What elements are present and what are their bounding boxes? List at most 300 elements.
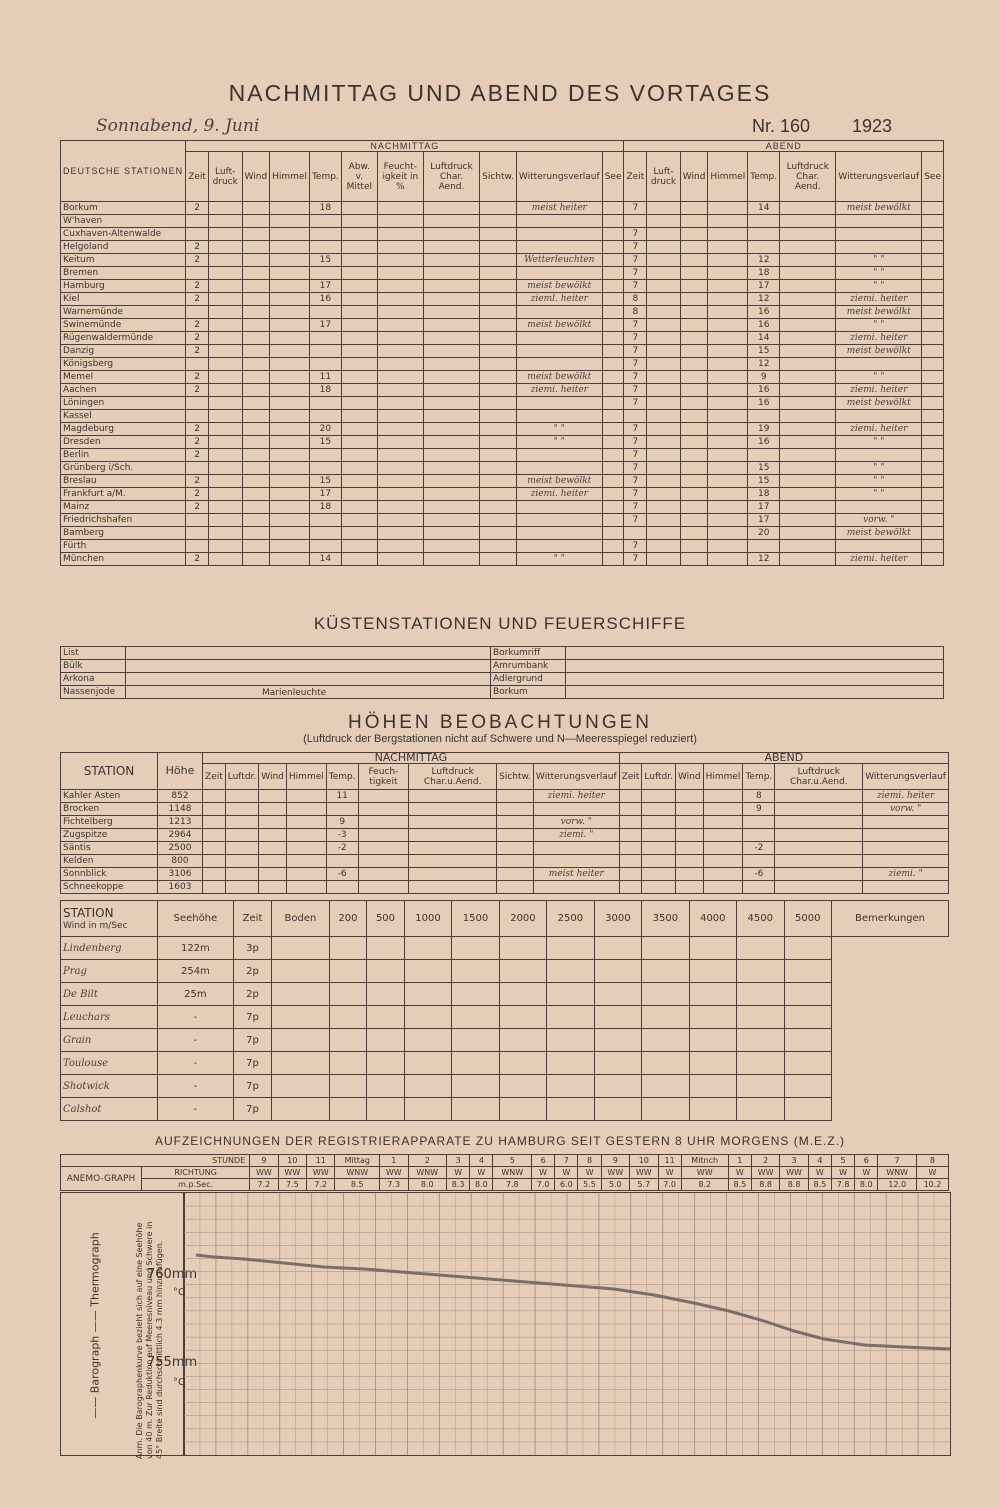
msec-label: m.p.Sec. [142,1179,250,1191]
ab-weather-cell: ziemi. heiter [836,332,922,345]
hoehen-cell [642,842,676,855]
hoehen-station-name: Fichtelberg [61,816,158,829]
wind-cell [272,937,329,960]
ab-weather-cell: ziemi. heiter [836,384,922,397]
data-cell [270,358,310,371]
wind-cell [272,1029,329,1052]
hoehen-hoehe: 800 [158,855,203,868]
wind-cell [452,937,499,960]
ab-temp-cell: 16 [748,319,780,332]
hoehen-nm-col: Luftdr. [225,764,259,790]
data-cell [242,371,270,384]
data-cell [780,371,836,384]
nm-weather-cell [516,449,602,462]
richtung-cell: W [728,1167,751,1179]
wind-cell [689,1006,736,1029]
hoehen-station-header: STATION [61,753,158,790]
richtung-cell: WW [380,1167,408,1179]
coast-station-right: Adlergrund [491,673,566,686]
station-row [61,384,944,397]
hoehen-ab-temp: 9 [743,803,775,816]
wind-seehoehe: 122m [158,937,234,960]
coast-station-right: Borkum [491,686,566,699]
data-cell [423,345,479,358]
wind-cell [272,960,329,983]
nm-time-cell: 2 [186,553,209,566]
nm-weather-cell: zieml. heiter [516,293,602,306]
data-cell [708,215,748,228]
ab-weather-cell: meist bewölkt [836,202,922,215]
data-cell [647,332,681,345]
wind-cell [329,1052,367,1075]
data-cell [377,332,423,345]
wind-zeit: 7p [233,1098,272,1121]
wind-zeit: 7p [233,1075,272,1098]
data-cell [242,293,270,306]
station-row [61,449,944,462]
coast-data-right [566,686,944,699]
data-cell [780,267,836,280]
hoehen-ab-col: Luftdruck Char.u.Aend. [775,764,863,790]
data-cell [922,267,944,280]
data-cell [377,241,423,254]
data-cell [480,384,517,397]
nm-weather-cell: ziemi. heiter [516,488,602,501]
data-cell [377,215,423,228]
ab-time-cell: 7 [624,241,647,254]
hoehen-cell [675,842,703,855]
hour-cell: Mitnch [681,1155,728,1167]
data-cell [708,332,748,345]
nm-temp-cell: 14 [309,553,341,566]
data-cell [270,475,310,488]
ab-time-cell: 7 [624,475,647,488]
hoehen-station-name: Kelden [61,855,158,868]
data-cell [647,293,681,306]
wind-cell [594,1029,641,1052]
speed-cell: 7.2 [307,1179,335,1191]
data-cell [780,527,836,540]
data-cell [423,228,479,241]
hoehen-cell [225,868,259,881]
data-cell [922,501,944,514]
data-cell [423,215,479,228]
station-row [61,241,944,254]
hoehen-cell [775,790,863,803]
nm-time-cell [186,215,209,228]
nm-temp-cell [309,527,341,540]
richtung-cell: WW [630,1167,658,1179]
data-cell [647,397,681,410]
data-cell [242,254,270,267]
hoehen-ab-weather [863,881,949,894]
hoehen-ab-col: Temp. [743,764,775,790]
data-cell [341,358,377,371]
wind-row [61,1098,949,1121]
data-cell [780,306,836,319]
ab-time-cell: 7 [624,436,647,449]
wind-station-name: Grain [61,1029,158,1052]
data-cell [922,475,944,488]
data-cell [480,553,517,566]
data-cell [423,371,479,384]
hoehen-nm-col: Luftdruck Char.u.Aend. [409,764,497,790]
hoehen-cell [259,881,287,894]
hoehen-hoehe: 1213 [158,816,203,829]
speed-cell: 8.2 [681,1179,728,1191]
wind-row [61,1029,949,1052]
data-cell [680,384,708,397]
hoehen-row [61,803,949,816]
wind-cell [784,1052,831,1075]
data-cell [208,540,242,553]
hoehen-abend-header: ABEND [619,753,948,764]
data-cell [647,423,681,436]
wind-cell [594,1075,641,1098]
data-cell [647,501,681,514]
data-cell [423,293,479,306]
speed-cell: 5.7 [630,1179,658,1191]
data-cell [423,306,479,319]
data-cell [208,254,242,267]
nm-col-header: Luftdruck Char. Aend. [423,152,479,202]
nm-time-cell: 2 [186,475,209,488]
data-cell [341,319,377,332]
wind-cell [404,1098,451,1121]
data-cell [270,527,310,540]
hoehen-cell [409,855,497,868]
data-cell [780,436,836,449]
nm-temp-cell: 15 [309,475,341,488]
ab-temp-cell: 12 [748,293,780,306]
ab-weather-cell [836,228,922,241]
wind-cell [594,960,641,983]
data-cell [270,228,310,241]
nm-temp-cell: 17 [309,488,341,501]
hoehen-ab-weather: vorw. " [863,803,949,816]
data-cell [708,514,748,527]
hoehen-nm-weather [533,842,619,855]
station-name: Berlin [61,449,186,462]
data-cell [647,241,681,254]
wind-cell [452,1098,499,1121]
ab-weather-cell: vorw. " [836,514,922,527]
wind-cell [367,1029,405,1052]
data-cell [423,488,479,501]
hoehen-ab-temp: -2 [743,842,775,855]
richtung-cell: WW [278,1167,306,1179]
data-cell [708,228,748,241]
hoehen-nm-col: Witterungsverlauf [533,764,619,790]
nm-weather-cell [516,241,602,254]
ab-temp-cell: 12 [748,358,780,371]
speed-cell: 10.2 [916,1179,948,1191]
data-cell [423,241,479,254]
ab-temp-cell: 16 [748,397,780,410]
data-cell [377,410,423,423]
hoehen-cell [619,855,642,868]
richtung-cell: W [916,1167,948,1179]
station-name: Keitum [61,254,186,267]
data-cell [341,423,377,436]
data-cell [680,319,708,332]
data-cell [242,228,270,241]
wind-row [61,983,949,1006]
data-cell [680,462,708,475]
hoehen-cell [409,829,497,842]
ab-temp-cell: 17 [748,514,780,527]
ab-weather-cell [836,241,922,254]
ab-weather-cell: " " [836,462,922,475]
coast-data-right [566,673,944,686]
wind-cell [272,1052,329,1075]
data-cell [480,371,517,384]
nm-time-cell: 2 [186,241,209,254]
hoehen-ab-weather [863,855,949,868]
wind-cell [404,983,451,1006]
page-title: NACHMITTAG UND ABEND DES VORTAGES [228,80,772,106]
data-cell [208,384,242,397]
data-cell [647,553,681,566]
nm-temp-cell [309,215,341,228]
hoehen-cell [775,855,863,868]
data-cell [602,358,624,371]
ab-time-cell: 7 [624,540,647,553]
hour-cell: 6 [855,1155,878,1167]
hoehen-ab-temp [743,829,775,842]
wind-station-label: STATION [63,906,114,920]
data-cell [647,254,681,267]
station-name: Frankfurt a/M. [61,488,186,501]
wind-station-name: Lindenberg [61,937,158,960]
hoehen-cell [775,842,863,855]
hoehen-hoehe-header: Höhe [158,753,203,790]
hoehen-hoehe: 2964 [158,829,203,842]
speed-cell: 7.3 [380,1179,408,1191]
nm-weather-cell [516,397,602,410]
wind-zeit: 2p [233,960,272,983]
data-cell [341,384,377,397]
data-cell [242,397,270,410]
data-cell [242,384,270,397]
wind-col-header: Bemerkungen [831,901,948,937]
wind-cell [404,960,451,983]
nm-time-cell [186,397,209,410]
data-cell [377,358,423,371]
wind-cell [452,1029,499,1052]
ab-col-header: Himmel [708,152,748,202]
station-name: Friedrichshafen [61,514,186,527]
hoehen-nm-temp: -2 [326,842,358,855]
data-cell [680,293,708,306]
station-row [61,267,944,280]
wind-cell [594,937,641,960]
ab-time-cell: 7 [624,280,647,293]
data-cell [708,254,748,267]
data-cell [242,423,270,436]
richtung-cell: W [808,1167,831,1179]
wind-cell [499,937,546,960]
ab-col-header: Luft-druck [647,152,681,202]
hoehen-cell [642,816,676,829]
data-cell [602,345,624,358]
wind-cell [547,983,594,1006]
nm-weather-cell: Wetterleuchten [516,254,602,267]
hoehen-cell [775,868,863,881]
wind-cell [329,1075,367,1098]
wind-zeit: 7p [233,1006,272,1029]
wind-col-header: 3000 [594,901,641,937]
wind-row [61,937,949,960]
hour-cell: 11 [307,1155,335,1167]
wind-cell [452,1052,499,1075]
speed-cell: 8.0 [470,1179,493,1191]
speed-cell: 8.0 [855,1179,878,1191]
data-cell [602,514,624,527]
nm-time-cell: 2 [186,254,209,267]
data-cell [208,475,242,488]
hoehen-nm-temp [326,855,358,868]
data-cell [602,436,624,449]
nm-time-cell [186,228,209,241]
data-cell [377,449,423,462]
data-cell [780,410,836,423]
data-cell [208,501,242,514]
richtung-cell: WNW [408,1167,447,1179]
report-date: Sonnabend, 9. Juni [96,116,260,136]
hoehen-cell [358,829,409,842]
hoehen-cell [409,816,497,829]
nm-time-cell: 2 [186,488,209,501]
data-cell [480,475,517,488]
hoehen-cell [775,829,863,842]
hoehen-hoehe: 1603 [158,881,203,894]
data-cell [341,293,377,306]
nm-time-cell [186,540,209,553]
hour-cell: 4 [808,1155,831,1167]
hoehen-cell [203,881,226,894]
wind-cell [367,937,405,960]
hour-cell: 6 [532,1155,555,1167]
data-cell [780,397,836,410]
wind-station-name: Prag [61,960,158,983]
data-cell [341,449,377,462]
wind-cell [642,1052,689,1075]
data-cell [377,423,423,436]
nm-temp-cell [309,241,341,254]
speed-cell: 8.5 [335,1179,380,1191]
data-cell [680,436,708,449]
hoehen-cell [409,842,497,855]
speed-cell: 8.5 [728,1179,751,1191]
nm-temp-cell [309,449,341,462]
data-cell [341,332,377,345]
nm-weather-cell: meist bewölkt [516,280,602,293]
hoehen-cell [642,803,676,816]
wind-cell [547,960,594,983]
wind-cell [272,1006,329,1029]
station-name: Hamburg [61,280,186,293]
nm-temp-cell: 17 [309,280,341,293]
data-cell [242,514,270,527]
hour-cell: 9 [250,1155,278,1167]
hour-cell: 5 [493,1155,532,1167]
data-cell [377,436,423,449]
data-cell [480,488,517,501]
celsius-label-1: °C [173,1287,185,1298]
nm-time-cell: 2 [186,319,209,332]
data-cell [423,423,479,436]
data-cell [922,254,944,267]
data-cell [922,410,944,423]
data-cell [708,449,748,462]
nm-weather-cell [516,228,602,241]
wind-cell [499,1006,546,1029]
data-cell [922,397,944,410]
hoehen-cell [358,816,409,829]
wind-cell [689,1098,736,1121]
hoehen-cell [225,881,259,894]
nm-weather-cell: meist bewölkt [516,371,602,384]
data-cell [680,553,708,566]
wind-station-name: Toulouse [61,1052,158,1075]
wind-cell [737,960,784,983]
data-cell [602,384,624,397]
nm-temp-cell: 18 [309,501,341,514]
station-row [61,345,944,358]
data-cell [708,501,748,514]
data-cell [922,423,944,436]
wind-cell [784,1029,831,1052]
hoehen-hoehe: 852 [158,790,203,803]
data-cell [423,332,479,345]
data-cell [922,280,944,293]
coast-data-right [566,647,944,660]
data-cell [647,215,681,228]
data-cell [480,540,517,553]
data-cell [377,514,423,527]
data-cell [270,267,310,280]
hoehen-cell [675,803,703,816]
data-cell [341,527,377,540]
nm-time-cell: 2 [186,345,209,358]
nm-col-header: Wind [242,152,270,202]
data-cell [708,319,748,332]
wind-cell [329,937,367,960]
hoehen-cell [619,803,642,816]
data-cell [242,345,270,358]
hoehen-cell [259,790,287,803]
wind-cell [784,1098,831,1121]
hour-cell: 3 [780,1155,808,1167]
hoehen-cell [286,842,326,855]
data-cell [680,202,708,215]
data-cell [208,462,242,475]
data-cell [208,345,242,358]
data-cell [780,501,836,514]
data-cell [922,332,944,345]
data-cell [680,514,708,527]
data-cell [708,371,748,384]
data-cell [922,319,944,332]
speed-cell: 8.0 [408,1179,447,1191]
hoehen-cell [675,816,703,829]
wind-cell [367,1075,405,1098]
nm-time-cell: 2 [186,280,209,293]
wind-cell [452,1075,499,1098]
nm-weather-cell [516,358,602,371]
data-cell [208,436,242,449]
